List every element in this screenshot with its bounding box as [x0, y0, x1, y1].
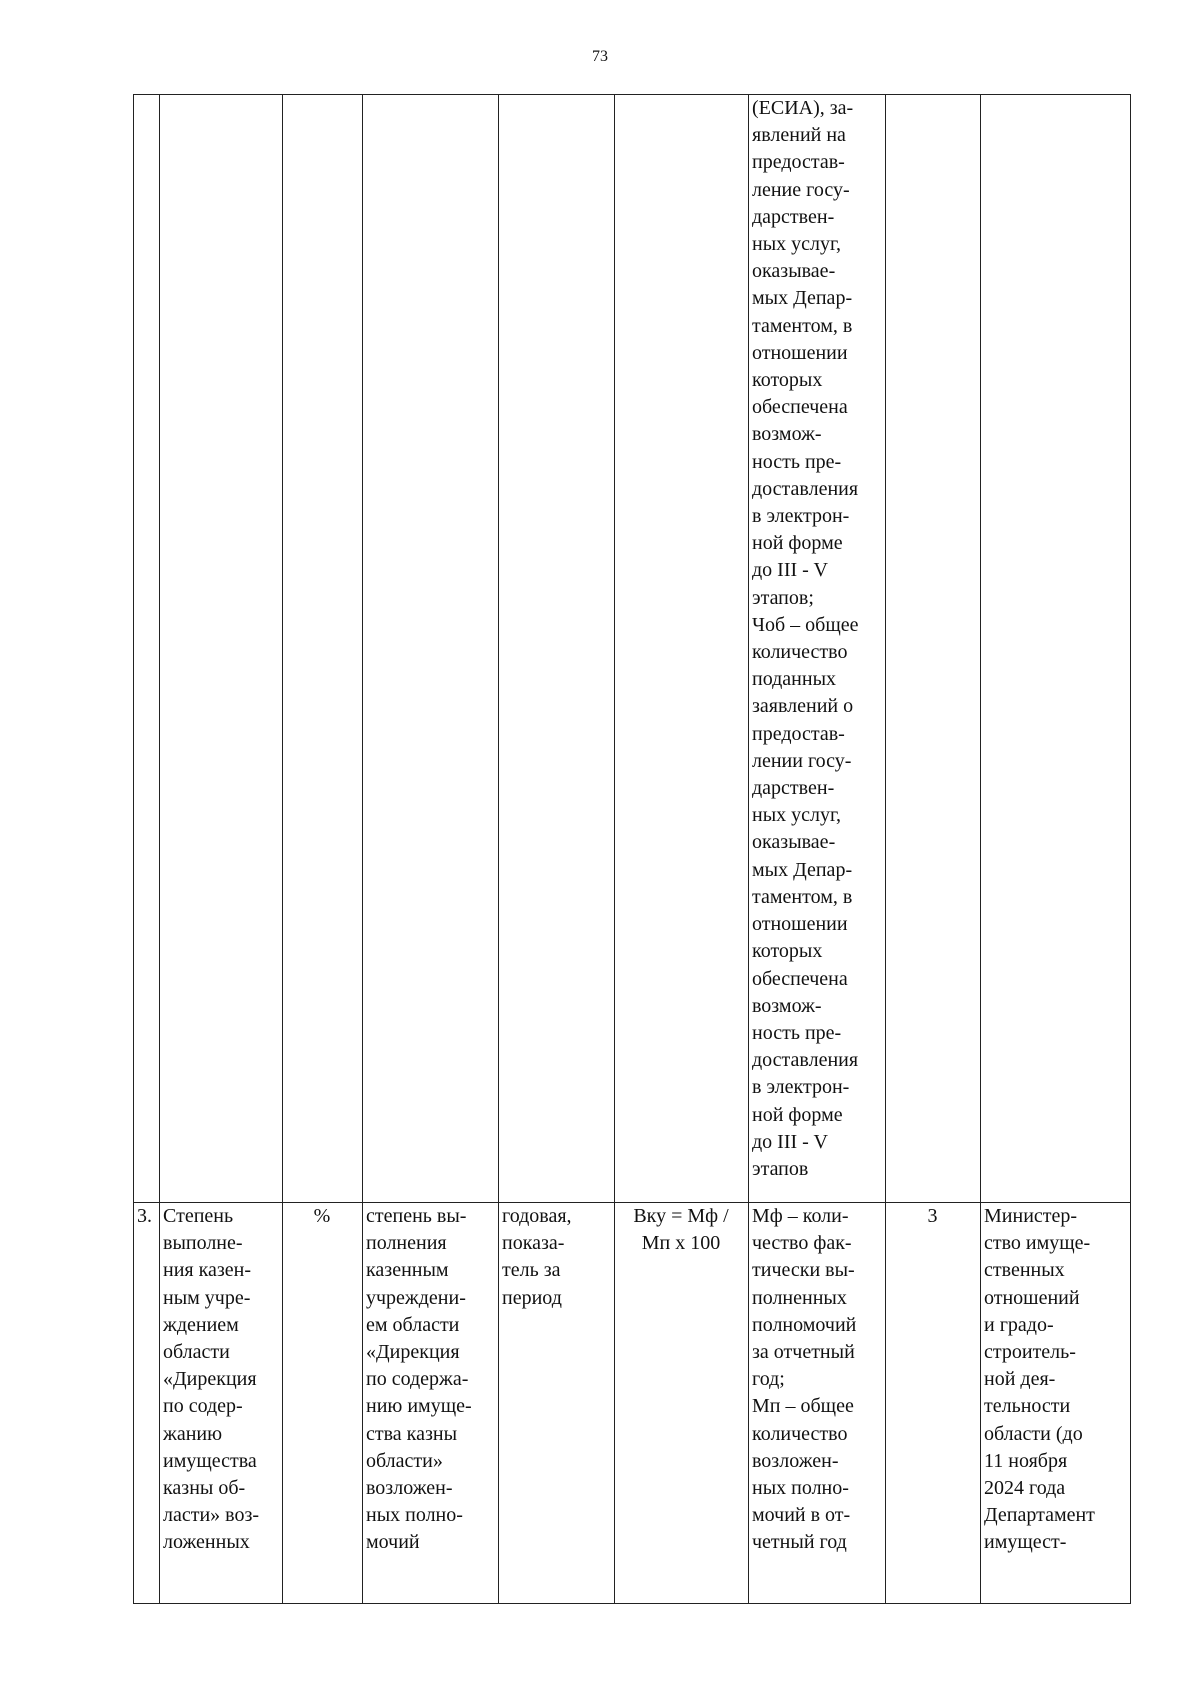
cell-formula-description	[749, 1203, 886, 1604]
cell-indicator-name	[160, 95, 283, 1203]
text-line: оказывае-	[752, 831, 836, 854]
cell-formula	[615, 1203, 749, 1604]
text-line: период	[502, 1286, 562, 1309]
text-line: обеспечена	[752, 396, 848, 419]
cell-unit: %	[283, 1203, 363, 1604]
cell-responsible	[981, 95, 1131, 1203]
text-line: ных услуг,	[752, 233, 841, 256]
cell-unit	[283, 95, 363, 1203]
text-line: Мп – общее	[752, 1395, 854, 1418]
text-line: степень вы-	[366, 1205, 467, 1227]
text-line: Вку = Мф /	[633, 1205, 729, 1227]
text-line: тель за	[502, 1259, 561, 1282]
text-line: ния казен-	[163, 1259, 252, 1282]
text-line: 2024 года	[984, 1477, 1066, 1500]
text-line: тельности	[984, 1395, 1071, 1418]
text-line: до III - V	[752, 559, 828, 582]
text-line: мых Депар-	[752, 287, 853, 310]
cell-definition	[363, 1203, 499, 1604]
text-line: которых	[752, 940, 823, 963]
cell-responsible	[981, 1203, 1131, 1604]
text-line: мых Депар-	[752, 858, 853, 881]
text-line: и градо-	[984, 1313, 1054, 1336]
text-line: ление госу-	[752, 178, 850, 201]
text-line: имущест-	[984, 1531, 1067, 1554]
cell-number: 3.	[134, 1203, 160, 1604]
text-line: количество	[752, 1422, 848, 1445]
text-line: обеспечена	[752, 967, 848, 990]
text-line: отношений	[984, 1286, 1080, 1309]
cell-periodicity	[499, 1203, 615, 1604]
text-line: жанию	[163, 1422, 223, 1445]
text-line: ным учре-	[163, 1286, 251, 1309]
text-line: полномочий	[752, 1313, 857, 1336]
text-line: доставления	[752, 1049, 859, 1072]
text-line: этапов;	[752, 586, 814, 609]
text-line: возмож-	[752, 994, 822, 1017]
text-line: по содер-	[163, 1395, 243, 1418]
text-line: предостав-	[752, 722, 845, 745]
text-line: оказывае-	[752, 260, 836, 283]
cell-method-code: 3	[886, 1203, 981, 1604]
text-line: ложенных	[163, 1531, 250, 1554]
text-line: в электрон-	[752, 505, 850, 528]
text-line: ство имуще-	[984, 1232, 1091, 1255]
cell-indicator-name	[160, 1203, 283, 1604]
cell-definition	[363, 95, 499, 1203]
indicator-table	[133, 94, 1131, 1604]
text-line: явлений на	[752, 124, 846, 147]
text-line: ных полно-	[366, 1504, 463, 1527]
text-line: отношении	[752, 913, 848, 936]
text-line: полнения	[366, 1232, 447, 1255]
text-line: годовая,	[502, 1205, 572, 1227]
text-line: «Дирекция	[366, 1341, 460, 1364]
text-line: «Дирекция	[163, 1368, 257, 1391]
text-line: области (до	[984, 1422, 1083, 1445]
text-line: поданных	[752, 668, 837, 691]
text-line: ных услуг,	[752, 804, 841, 827]
text-line: в электрон-	[752, 1076, 850, 1099]
text-line: таментом, в	[752, 885, 853, 908]
text-line: 11 ноября	[984, 1449, 1068, 1472]
cell-formula	[615, 95, 749, 1203]
text-line: чество фак-	[752, 1232, 852, 1255]
text-line: до III - V	[752, 1130, 828, 1153]
text-line: возложен-	[366, 1477, 453, 1500]
text-line: Степень	[163, 1205, 234, 1227]
text-line: ной дея-	[984, 1368, 1056, 1391]
text-line: Министер-	[984, 1205, 1078, 1227]
text-line: количество	[752, 641, 848, 664]
text-line: нию имуще-	[366, 1395, 472, 1418]
text-line: мочий в от-	[752, 1504, 851, 1527]
text-line: Департамент	[984, 1504, 1095, 1527]
text-line: ность пре-	[752, 450, 842, 473]
text-line: учреждени-	[366, 1286, 466, 1309]
cell-periodicity	[499, 95, 615, 1203]
cell-formula-description	[749, 95, 886, 1203]
text-line: ждением	[163, 1313, 239, 1336]
cell-number	[134, 95, 160, 1203]
text-line: ства казны	[366, 1422, 458, 1445]
text-line: тически вы-	[752, 1259, 855, 1282]
text-line: Чоб – общее	[752, 613, 859, 636]
text-line: которых	[752, 369, 823, 392]
text-line: казенным	[366, 1259, 449, 1282]
text-line: четный год	[752, 1531, 847, 1554]
table-row	[134, 1203, 1131, 1604]
text-line: области»	[366, 1449, 443, 1472]
text-line: возмож-	[752, 423, 822, 446]
text-line: ственных	[984, 1259, 1065, 1282]
page-number: 73	[592, 48, 608, 65]
text-line: по содержа-	[366, 1368, 469, 1391]
text-line: ность пре-	[752, 1021, 842, 1044]
text-line: год;	[752, 1368, 785, 1391]
text-line: мочий	[366, 1531, 420, 1554]
text-line: казны об-	[163, 1477, 246, 1500]
text-line: таментом, в	[752, 314, 853, 337]
text-line: отношении	[752, 341, 848, 364]
text-line: доставления	[752, 477, 859, 500]
text-line: полненных	[752, 1286, 847, 1309]
text-line: выполне-	[163, 1232, 243, 1255]
text-line: предостав-	[752, 151, 845, 174]
text-line: области	[163, 1341, 230, 1364]
text-line: ем области	[366, 1313, 460, 1336]
text-line: (ЕСИА), за-	[752, 97, 854, 119]
cell-method-code	[886, 95, 981, 1203]
text-line: строитель-	[984, 1341, 1076, 1364]
text-line: ной форме	[752, 532, 843, 555]
text-line: показа-	[502, 1232, 565, 1255]
text-line: Мф – коли-	[752, 1205, 849, 1227]
text-line: за отчетный	[752, 1341, 855, 1364]
text-line: заявлений о	[752, 695, 854, 718]
text-line: Мп х 100	[641, 1232, 721, 1255]
text-line: этапов	[752, 1157, 809, 1180]
text-line: ных полно-	[752, 1477, 849, 1500]
text-line: лении госу-	[752, 749, 852, 772]
text-line: дарствен-	[752, 205, 835, 228]
text-line: возложен-	[752, 1449, 839, 1472]
text-line: дарствен-	[752, 777, 835, 800]
text-line: ной форме	[752, 1103, 843, 1126]
text-line: ласти» воз-	[163, 1504, 260, 1527]
text-line: имущества	[163, 1449, 257, 1472]
table-row-continuation	[134, 95, 1131, 1203]
